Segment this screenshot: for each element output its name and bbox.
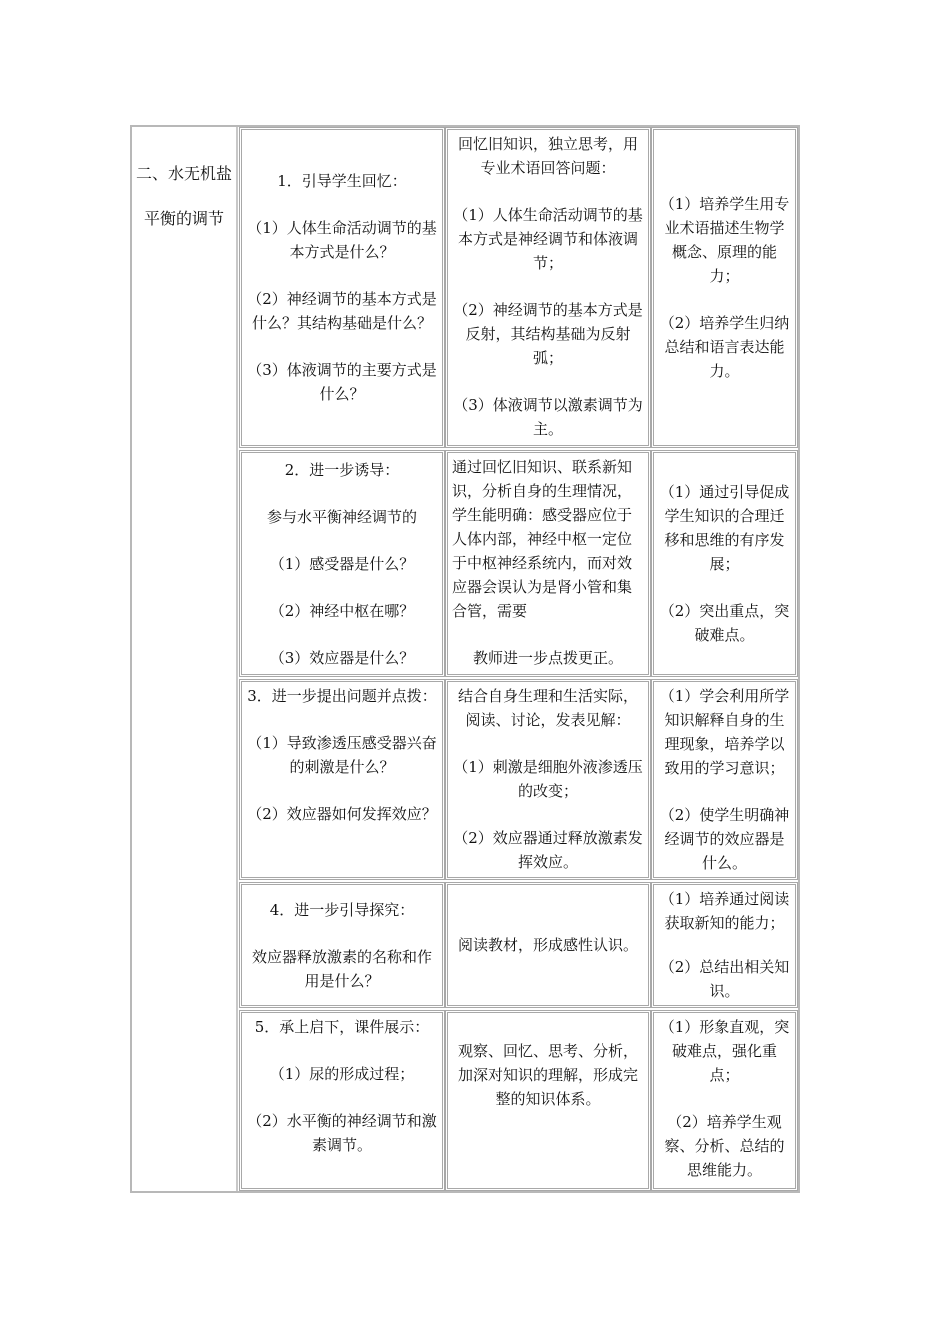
topic-line-2: 平衡的调节 — [143, 209, 224, 228]
row-2-teacher-p2: 参与水平衡神经调节的 — [266, 507, 417, 526]
row-1-student-p2: （1）人体生命活动调节的基本方式是神经调节和体液调节； — [453, 206, 643, 272]
row-2-teacher-p4: （2）神经中枢在哪？ — [269, 601, 415, 620]
row-1-teacher-p1: 1．引导学生回忆： — [277, 172, 407, 190]
topic-line-1: 二、水无机盐 — [135, 164, 232, 183]
row-4-purpose-p1: （1）培养通过阅读获取新知的能力； — [659, 890, 790, 932]
row-2-student-p2: 教师进一步点拨更正。 — [472, 649, 623, 667]
row-5-purpose-p1: （1）形象直观，突破难点，强化重点； — [659, 1018, 790, 1084]
row-5-teacher-p2: （1）尿的形成过程； — [269, 1065, 415, 1083]
row-3-student-p2: （1）刺激是细胞外液渗透压的改变； — [453, 758, 643, 800]
row-4-teacher-cell — [239, 882, 445, 1008]
row-5-purpose-cell — [651, 1010, 798, 1191]
row-1-teacher-p3: （2）神经调节的基本方式是什么？其结构基础是什么？ — [247, 290, 437, 332]
row-4-teacher-p1: 4．进一步引导探究： — [269, 900, 415, 919]
row-3-teacher-p1: 3．进一步提出问题并点拨： — [247, 687, 437, 705]
row-1-teacher-cell — [239, 127, 445, 448]
row-3-student-p3: （2）效应器通过释放激素发挥效应。 — [453, 829, 643, 871]
row-2-teacher-p1: 2．进一步诱导： — [284, 460, 400, 479]
row-3-purpose-p2: （2）使学生明确神经调节的效应器是什么。 — [659, 806, 790, 872]
row-4-student-cell — [445, 882, 651, 1008]
row-3-purpose-p1: （1）学会利用所学知识解释自身的生理现象，培养学以致用的学习意识； — [659, 687, 790, 777]
row-1-teacher-p4: （3）体液调节的主要方式是什么？ — [247, 361, 437, 403]
row-2-purpose-p2: （2）突出重点，突破难点。 — [659, 602, 790, 644]
row-2-student-p1: 通过回忆旧知识、联系新知识，分析自身的生理情况，学生能明确：感受器应位于人体内部，神经中枢一定位于中枢神经系统内，而对效应器会误认为是肾小管和集合管，需要 — [452, 458, 633, 620]
row-3-student-cell — [445, 679, 651, 880]
row-2-purpose-p1: （1）通过引导促成学生知识的合理迁移和思维的有序发展； — [659, 483, 790, 573]
topic-cell — [131, 127, 237, 1191]
row-5-teacher-p1: 5．承上启下，课件展示： — [254, 1018, 430, 1036]
row-2-student-cell — [445, 450, 651, 677]
row-5-teacher-cell — [239, 1010, 445, 1191]
row-5-teacher-p3: （2）水平衡的神经调节和激素调节。 — [247, 1112, 437, 1154]
row-4-student-p1: 阅读教材，形成感性认识。 — [457, 936, 638, 954]
row-1-teacher-p2: （1）人体生命活动调节的基本方式是什么？ — [247, 219, 437, 261]
row-4-purpose-p2: （2）总结出相关知识。 — [659, 958, 790, 1000]
row-5-student-cell — [445, 1010, 651, 1191]
row-1-student-p4: （3）体液调节以激素调节为主。 — [453, 396, 643, 438]
row-3-teacher-p2: （1）导致渗透压感受器兴奋的刺激是什么？ — [247, 734, 437, 776]
row-1-student-p3: （2）神经调节的基本方式是反射，其结构基础为反射弧； — [453, 301, 643, 367]
row-5-student-p1: 观察、回忆、思考、分析，加深对知识的理解，形成完整的知识体系。 — [457, 1042, 638, 1108]
row-4-purpose-cell — [651, 882, 798, 1008]
topic-text — [131, 151, 237, 241]
row-4-teacher-p2: 效应器释放激素的名称和作用是什么？ — [251, 947, 432, 990]
row-1-purpose-p1: （1）培养学生用专业术语描述生物学概念、原理的能力； — [659, 195, 790, 285]
row-2-purpose-cell — [651, 450, 798, 677]
row-2-teacher-cell — [239, 450, 445, 677]
row-3-teacher-p3: （2）效应器如何发挥效应？ — [247, 805, 437, 823]
row-1-student-cell — [445, 127, 651, 448]
row-2-teacher-p3: （1）感受器是什么？ — [269, 554, 415, 573]
row-1-purpose-p2: （2）培养学生归纳总结和语言表达能力。 — [659, 314, 790, 380]
row-3-purpose-cell — [651, 679, 798, 880]
row-3-student-p1: 结合自身生理和生活实际，阅读、讨论，发表见解： — [457, 687, 638, 729]
row-2-teacher-p5: （3）效应器是什么？ — [269, 648, 415, 667]
row-1-purpose-cell — [651, 127, 798, 448]
row-3-teacher-cell — [239, 679, 445, 880]
row-5-purpose-p2: （2）培养学生观察、分析、总结的思维能力。 — [664, 1113, 785, 1179]
row-1-student-p1: 回忆旧知识，独立思考，用专业术语回答问题： — [457, 135, 638, 177]
